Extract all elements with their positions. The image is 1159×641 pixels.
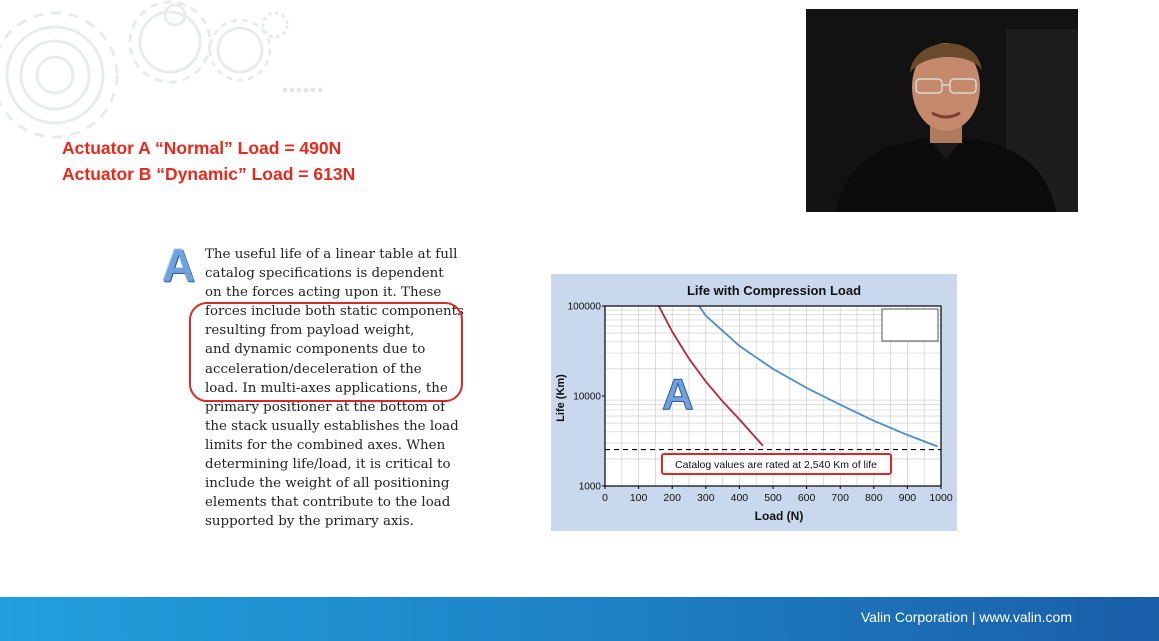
- x-tick-label: 200: [663, 492, 681, 504]
- y-axis-label: Life (Km): [555, 374, 567, 422]
- section-letter-a: A: [162, 239, 196, 291]
- footer-bar: [0, 597, 1159, 641]
- paragraph-line: catalog specifications is dependent: [205, 266, 444, 282]
- paragraph-line: supported by the primary axis.: [205, 514, 414, 530]
- paragraph-line: the stack usually establishes the load: [205, 418, 459, 434]
- y-tick-label: 10000: [573, 391, 601, 403]
- annotation-text: Catalog values are rated at 2,540 Km of life: [675, 459, 877, 471]
- paragraph-line: determining life/load, it is critical to: [205, 457, 451, 473]
- y-tick-label: 100000: [567, 301, 601, 313]
- paragraph-line: and dynamic components due to: [205, 342, 426, 358]
- paragraph-line: primary positioner at the bottom of: [205, 399, 446, 415]
- presenter-image: [806, 9, 1078, 212]
- x-tick-label: 0: [602, 492, 608, 504]
- paragraph-line: load. In multi-axes applications, the: [205, 380, 448, 396]
- x-tick-label: 700: [831, 492, 849, 504]
- x-tick-label: 400: [730, 492, 749, 504]
- chart-letter-a: A: [662, 370, 694, 419]
- paragraph-line: forces include both static components: [205, 304, 464, 320]
- chart-title: Life with Compression Load: [686, 283, 862, 298]
- load-heading: [62, 135, 355, 187]
- legend-box: [882, 309, 938, 341]
- x-tick-label: 800: [865, 492, 883, 504]
- paragraph-line: resulting from payload weight,: [205, 323, 415, 339]
- life-chart-panel: [551, 274, 957, 531]
- presenter-video: [806, 9, 1078, 212]
- x-tick-label: 1000: [929, 492, 953, 504]
- heading-line-actuator-b: Actuator B “Dynamic” Load = 613N: [62, 164, 356, 184]
- x-tick-label: 300: [697, 492, 715, 504]
- paragraph-line: limits for the combined axes. When: [205, 437, 446, 453]
- x-tick-label: 900: [898, 492, 917, 504]
- x-tick-label: 500: [764, 492, 782, 504]
- x-tick-label: 100: [629, 492, 648, 504]
- paragraph-line: elements that contribute to the load: [205, 495, 451, 511]
- paragraph-line: The useful life of a linear table at full: [205, 247, 458, 262]
- highlight-outline: [189, 302, 463, 402]
- heading-line-actuator-a: Actuator A “Normal” Load = 490N: [62, 138, 342, 158]
- paragraph-line: include the weight of all positioning: [205, 476, 450, 492]
- footer-text: Valin Corporation | www.valin.com: [860, 609, 1072, 625]
- paragraph-line: acceleration/deceleration of the: [205, 361, 422, 377]
- x-tick-label: 600: [797, 492, 816, 504]
- paragraph-line: on the forces acting upon it. These: [205, 285, 442, 301]
- life-compression-chart: [551, 274, 957, 531]
- y-tick-label: 1000: [578, 481, 601, 493]
- x-axis-label: Load (N): [754, 509, 804, 523]
